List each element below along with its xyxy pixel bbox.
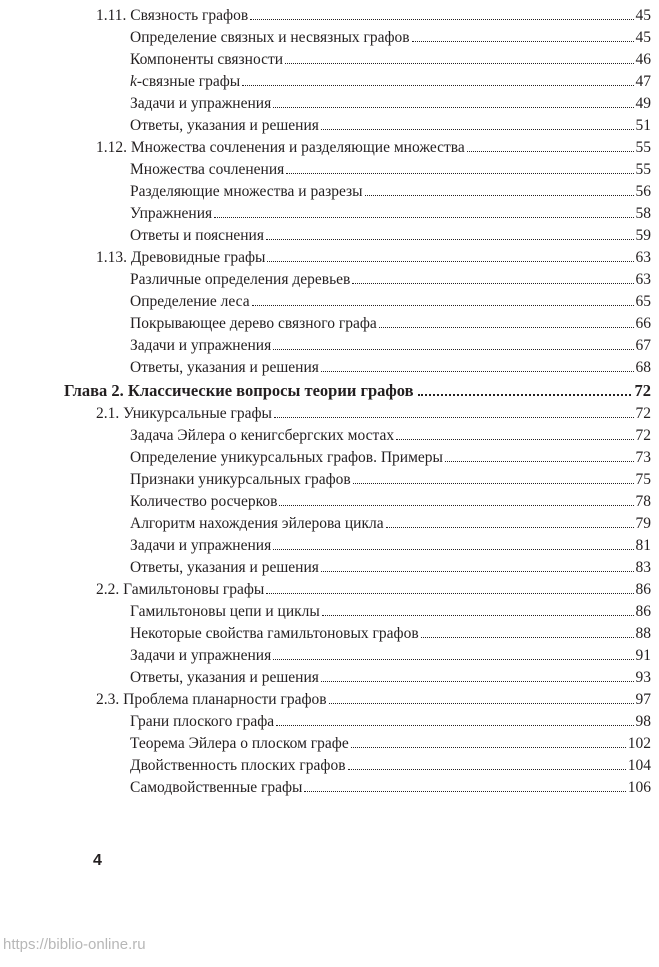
toc-entry-title (96, 403, 272, 425)
toc-entry-page: 73 (635, 449, 651, 466)
toc-entry-title-text: Задача Эйлера о кенигсбергских мостах (130, 427, 395, 444)
toc-entry-title (130, 667, 319, 689)
dot-leader (412, 41, 634, 42)
toc-entry-title-text: Компоненты связности (130, 51, 284, 68)
dot-leader (267, 261, 633, 262)
toc-entry-page: 106 (627, 779, 651, 796)
watermark-url: https://biblio-online.ru (3, 936, 146, 953)
toc-entry-title-text: Упражнения (130, 205, 213, 222)
toc-entry-title (130, 711, 274, 733)
dot-leader (321, 681, 634, 682)
toc-section-entry[interactable] (64, 579, 651, 601)
dot-leader (386, 527, 634, 528)
toc-entry-title (64, 379, 414, 403)
toc-entry-title (96, 579, 264, 601)
toc-entry-page: 68 (635, 359, 651, 376)
toc-entry-title (130, 269, 350, 291)
toc-entry-page: 72 (635, 405, 651, 422)
toc-entry-title-text: Задачи и упражнения (130, 647, 272, 664)
toc-entry-title-text: Ответы, указания и решения (130, 117, 319, 134)
toc-subsection-entry[interactable] (64, 425, 651, 447)
toc-entry-title (130, 49, 283, 71)
toc-entry-title-text: Гамильтоновы цепи и циклы (130, 603, 320, 620)
toc-entry-title-text: Самодвойственные графы (130, 779, 303, 796)
toc-entry-title-text: Определение леса (130, 293, 250, 310)
toc-entry-page: 81 (635, 537, 651, 554)
toc-entry-title (130, 71, 240, 93)
toc-entry-title (130, 203, 212, 225)
toc-entry-page: 97 (635, 691, 651, 708)
dot-leader (242, 85, 633, 86)
dot-leader (273, 107, 633, 108)
toc-entry-title-text: Двойственность плоских графов (130, 757, 346, 774)
toc-entry-title (130, 535, 271, 557)
toc-entry-title (130, 313, 377, 335)
toc-entry-page: 93 (635, 669, 651, 686)
dot-leader (365, 195, 634, 196)
toc-entry-title (130, 513, 384, 535)
toc-entry-title (130, 557, 319, 579)
toc-entry-page: 91 (635, 647, 651, 664)
toc-entry-title-text: 2.1. Уникурсальные графы (96, 405, 272, 422)
toc-entry-page: 72 (634, 381, 651, 400)
toc-subsection-entry[interactable] (64, 27, 651, 49)
toc-entry-title (130, 425, 394, 447)
toc-entry-title-text: Множества сочленения (130, 161, 285, 178)
toc-entry-page: 86 (635, 581, 651, 598)
dot-leader (322, 615, 634, 616)
toc-subsection-entry[interactable] (64, 513, 651, 535)
toc-entry-title-text: Различные определения деревьев (130, 271, 351, 288)
toc-entry-page: 67 (635, 337, 651, 354)
dot-leader (266, 239, 634, 240)
dot-leader (321, 371, 634, 372)
toc-subsection-entry[interactable] (64, 469, 651, 491)
toc-entry-title (130, 93, 271, 115)
toc-entry-title-text: -связные графы (136, 73, 241, 90)
toc-entry-title-text: 1.11. Связность графов (96, 7, 249, 24)
dot-leader (348, 769, 626, 770)
toc-subsection-entry[interactable] (64, 667, 651, 689)
toc-entry-title (130, 645, 271, 667)
toc-section-entry[interactable] (64, 403, 651, 425)
toc-entry-title (130, 181, 363, 203)
toc-chapter-entry[interactable] (64, 379, 651, 403)
toc-entry-title-text: Ответы, указания и решения (130, 359, 319, 376)
toc-entry-page: 75 (635, 471, 651, 488)
toc-subsection-entry[interactable] (64, 115, 651, 137)
toc-entry-page: 78 (635, 493, 651, 510)
toc-subsection-entry[interactable] (64, 711, 651, 733)
toc-subsection-entry[interactable] (64, 357, 651, 379)
toc-entry-title-text: Покрывающее дерево связного графа (130, 315, 377, 332)
toc-entry-title (130, 491, 277, 513)
toc-entry-title-text: Количество росчерков (130, 493, 278, 510)
toc-entry-page: 72 (635, 427, 651, 444)
toc-entry-title-text: Признаки уникурсальных графов (130, 471, 351, 488)
dot-leader (445, 461, 634, 462)
toc-entry-title-italic: k (130, 73, 137, 90)
toc-entry-page: 63 (635, 249, 651, 266)
toc-entry-title-text: 1.13. Древовидные графы (96, 249, 266, 266)
dot-leader (273, 549, 633, 550)
toc-subsection-entry[interactable] (64, 755, 651, 777)
dot-leader (276, 725, 633, 726)
toc-entry-page: 88 (635, 625, 651, 642)
dot-leader (379, 327, 634, 328)
toc-subsection-entry[interactable] (64, 777, 651, 799)
toc-subsection-entry[interactable] (64, 93, 651, 115)
dot-leader (274, 417, 634, 418)
toc-entry-page: 98 (635, 713, 651, 730)
toc-entry-title (130, 357, 319, 379)
toc-subsection-entry[interactable] (64, 335, 651, 357)
dot-leader (467, 151, 634, 152)
toc-section-entry[interactable] (64, 689, 651, 711)
toc-entry-page: 58 (635, 205, 651, 222)
table-of-contents (64, 5, 651, 799)
toc-subsection-entry[interactable] (64, 159, 651, 181)
dot-leader (214, 217, 633, 218)
toc-entry-title-text: 2.2. Гамильтоновы графы (96, 581, 265, 598)
toc-subsection-entry[interactable] (64, 557, 651, 579)
toc-section-entry[interactable] (64, 5, 651, 27)
toc-entry-title (130, 623, 419, 645)
toc-subsection-entry[interactable] (64, 623, 651, 645)
toc-entry-page: 55 (635, 161, 651, 178)
toc-entry-title (96, 247, 265, 269)
toc-entry-page: 55 (635, 139, 651, 156)
toc-entry-title-text: Разделяющие множества и разрезы (130, 183, 363, 200)
toc-entry-title-text: Ответы, указания и решения (130, 559, 319, 576)
dot-leader (352, 283, 633, 284)
toc-entry-title (130, 469, 351, 491)
toc-entry-title (96, 689, 327, 711)
dot-leader (351, 747, 626, 748)
toc-entry-page: 86 (635, 603, 651, 620)
page-number: 4 (93, 852, 102, 869)
toc-entry-page: 79 (635, 515, 651, 532)
toc-subsection-entry[interactable] (64, 203, 651, 225)
dot-leader (279, 505, 633, 506)
toc-entry-title (130, 601, 320, 623)
toc-subsection-entry[interactable] (64, 181, 651, 203)
toc-entry-page: 56 (635, 183, 651, 200)
toc-entry-title (130, 777, 302, 799)
toc-entry-title-text: Теорема Эйлера о плоском графе (130, 735, 349, 752)
toc-entry-page: 47 (635, 73, 651, 90)
toc-entry-page: 104 (627, 757, 651, 774)
dot-leader (286, 173, 633, 174)
toc-entry-title (130, 225, 264, 247)
toc-entry-title-text: Ответы и пояснения (130, 227, 264, 244)
toc-entry-title-text: Определение уникурсальных графов. Примеры (130, 449, 443, 466)
toc-entry-title (130, 27, 410, 49)
toc-entry-title (96, 137, 465, 159)
toc-subsection-entry[interactable] (64, 291, 651, 313)
toc-entry-title (130, 291, 250, 313)
toc-entry-title-text: Задачи и упражнения (130, 537, 272, 554)
toc-section-entry[interactable] (64, 137, 651, 159)
dot-leader (321, 571, 634, 572)
toc-entry-title (130, 335, 271, 357)
toc-entry-title-text: Грани плоского графа (130, 713, 275, 730)
toc-entry-title-text: 2.3. Проблема планарности графов (96, 691, 327, 708)
toc-entry-title-text: 1.12. Множества сочленения и разделяющие множества (96, 139, 465, 156)
toc-entry-title-text: Задачи и упражнения (130, 337, 272, 354)
dot-leader (353, 483, 634, 484)
dot-leader (250, 19, 633, 20)
toc-entry-page: 45 (635, 7, 651, 24)
toc-subsection-entry[interactable] (64, 733, 651, 755)
toc-subsection-entry[interactable] (64, 225, 651, 247)
toc-entry-title (130, 115, 319, 137)
toc-entry-title (130, 755, 346, 777)
toc-subsection-entry[interactable] (64, 601, 651, 623)
toc-entry-page: 102 (627, 735, 651, 752)
dot-leader (252, 305, 634, 306)
toc-subsection-entry[interactable] (64, 447, 651, 469)
toc-subsection-entry[interactable] (64, 535, 651, 557)
dot-leader (273, 349, 633, 350)
dot-leader (273, 659, 633, 660)
dot-leader (321, 129, 634, 130)
toc-entry-page: 59 (635, 227, 651, 244)
toc-entry-title-text: Задачи и упражнения (130, 95, 272, 112)
dot-leader (266, 593, 633, 594)
toc-subsection-entry[interactable] (64, 269, 651, 291)
toc-entry-page: 45 (635, 29, 651, 46)
toc-entry-page: 49 (635, 95, 651, 112)
toc-entry-page: 66 (635, 315, 651, 332)
toc-entry-title (130, 733, 349, 755)
toc-subsection-entry[interactable] (64, 49, 651, 71)
dot-leader (304, 791, 625, 792)
dot-leader (329, 703, 634, 704)
toc-entry-page: 46 (635, 51, 651, 68)
toc-entry-page: 65 (635, 293, 651, 310)
toc-entry-title (96, 5, 248, 27)
toc-subsection-entry[interactable] (64, 491, 651, 513)
toc-section-entry[interactable] (64, 247, 651, 269)
toc-entry-page: 63 (635, 271, 651, 288)
dot-leader (285, 63, 633, 64)
toc-entry-title-text: Глава 2. Классические вопросы теории графов (64, 381, 414, 400)
toc-entry-title (130, 447, 443, 469)
toc-subsection-entry[interactable] (64, 313, 651, 335)
dot-leader (396, 439, 633, 440)
toc-entry-title-text: Ответы, указания и решения (130, 669, 319, 686)
dot-leader (418, 394, 631, 396)
dot-leader (421, 637, 634, 638)
toc-entry-title-text: Алгоритм нахождения эйлерова цикла (130, 515, 384, 532)
toc-entry-title-text: Некоторые свойства гамильтоновых графов (130, 625, 419, 642)
toc-entry-page: 83 (635, 559, 651, 576)
toc-subsection-entry[interactable] (64, 645, 651, 667)
toc-subsection-entry[interactable] (64, 71, 651, 93)
toc-entry-page: 51 (635, 117, 651, 134)
toc-entry-title-text: Определение связных и несвязных графов (130, 29, 410, 46)
toc-entry-title (130, 159, 284, 181)
